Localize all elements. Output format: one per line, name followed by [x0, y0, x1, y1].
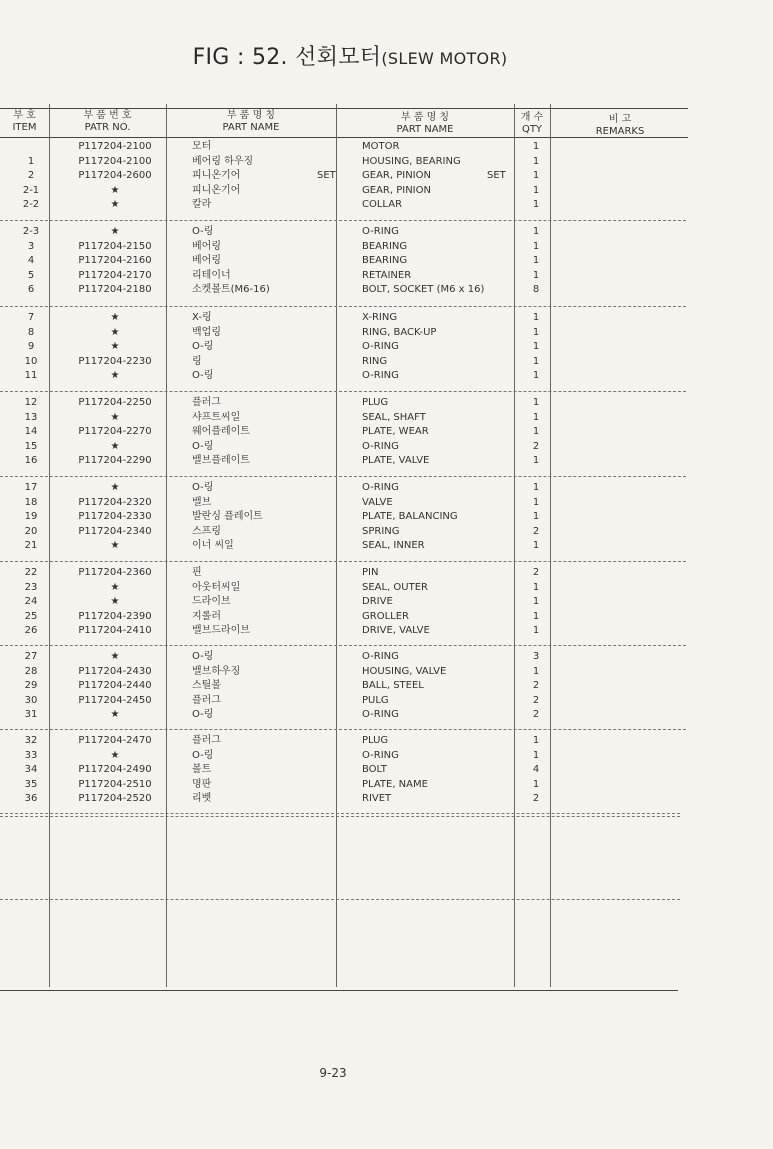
part-name-korean: O-링: [192, 709, 214, 720]
part-name-korean: 베어링: [192, 255, 221, 266]
part-name-korean: O-링: [192, 651, 214, 662]
table-row: [0, 525, 680, 540]
part-number: ★: [110, 411, 120, 423]
blank-section-rule: [0, 816, 680, 817]
quantity: 2: [532, 440, 540, 452]
table-row: [0, 665, 680, 680]
part-name-korean: 발란싱 플레이트: [192, 511, 263, 522]
part-name-english: SEAL, OUTER: [362, 581, 429, 593]
table-row: [0, 708, 680, 723]
part-number: ★: [110, 749, 120, 761]
item-number: 9: [27, 341, 35, 352]
quantity: 1: [532, 665, 540, 677]
part-name-english: PLATE, WEAR: [362, 426, 429, 437]
quantity: 1: [532, 735, 540, 746]
part-number: P117204-2100: [78, 141, 152, 152]
table-row: [0, 792, 680, 807]
table-bottom-rule: [0, 990, 678, 991]
part-name-english: SPRING: [362, 525, 400, 537]
table-row: [0, 763, 680, 778]
table-row: [0, 481, 680, 496]
quantity: 1: [532, 511, 540, 522]
table-row: [0, 734, 680, 749]
quantity: 1: [532, 170, 540, 181]
quantity: 1: [532, 610, 540, 622]
part-number: P117204-2270: [78, 426, 152, 437]
figure-number: FIG : 52.: [192, 45, 288, 70]
table-row: [0, 169, 680, 184]
part-name-korean: 아웃터씨일: [192, 581, 241, 593]
quantity: 1: [532, 482, 540, 493]
quantity: 1: [532, 625, 540, 636]
header-partno-kr: 부 품 번 호: [83, 110, 132, 121]
part-name-english: DRIVE, VALVE: [362, 625, 430, 636]
quantity: 2: [532, 793, 540, 804]
part-name-english: HOUSING, BEARING: [362, 155, 461, 167]
item-number: 4: [27, 255, 35, 266]
part-number: P117204-2520: [78, 793, 152, 804]
header-item-en: ITEM: [12, 122, 37, 133]
part-name-english: PIN: [362, 567, 379, 578]
item-number: 13: [24, 411, 38, 423]
item-number: 8: [27, 326, 35, 338]
header-qty-kr: 개 수: [520, 112, 544, 123]
part-number: P117204-2340: [78, 525, 152, 537]
part-name-korean: 플러그: [192, 694, 221, 706]
table-row: [0, 311, 680, 326]
part-name-english: SEAL, INNER: [362, 540, 425, 551]
part-number: ★: [110, 184, 120, 196]
part-number: ★: [110, 581, 120, 593]
part-name-english: RING, BACK-UP: [362, 326, 437, 338]
item-number: 7: [27, 312, 35, 323]
table-row: [0, 184, 680, 199]
table-row: [0, 595, 680, 610]
part-name-english: RING: [362, 355, 388, 367]
part-name-english: O-RING: [362, 709, 399, 720]
table-row: [0, 140, 680, 155]
table-row: [0, 326, 680, 341]
header-remarks-en: REMARKS: [595, 126, 645, 137]
item-number: 2-3: [22, 226, 40, 237]
item-number: 33: [24, 749, 38, 761]
part-name-english: BEARING: [362, 255, 408, 266]
part-name-korean: 피니온기어: [192, 170, 241, 181]
header-part-name-kr: [166, 110, 336, 134]
part-name-english: O-RING: [362, 749, 399, 761]
part-name-english: DRIVE: [362, 596, 393, 607]
quantity: 1: [532, 226, 540, 237]
part-name-english: O-RING: [362, 440, 399, 452]
group-separator: [0, 306, 686, 307]
quantity: 1: [532, 355, 540, 367]
item-number: 19: [24, 511, 38, 522]
item-number: 28: [24, 665, 38, 677]
part-number: P117204-2330: [78, 511, 152, 522]
item-number: 2: [27, 170, 35, 181]
quantity: 2: [532, 709, 540, 720]
item-number: 22: [24, 567, 38, 578]
part-number: ★: [110, 651, 120, 662]
part-number: ★: [110, 709, 120, 720]
part-name-english: X-RING: [362, 312, 398, 323]
table-row: [0, 778, 680, 793]
part-name-english: SEAL, SHAFT: [362, 411, 426, 423]
part-name-english: O-RING: [362, 482, 399, 493]
table-row: [0, 440, 680, 455]
part-name-english: O-RING: [362, 370, 399, 381]
table-row: [0, 650, 680, 665]
header-name-kr: 부 품 명 칭: [226, 110, 276, 121]
item-number: 21: [24, 540, 38, 551]
item-number: 11: [24, 370, 38, 381]
part-name-korean: 명판: [192, 778, 212, 790]
table-row: [0, 694, 680, 709]
quantity: 1: [532, 411, 540, 423]
item-number: 15: [24, 440, 38, 452]
item-number: 27: [24, 651, 38, 662]
table-row: [0, 155, 680, 170]
quantity: 2: [532, 525, 540, 537]
quantity: 1: [532, 312, 540, 323]
table-row: [0, 269, 680, 284]
part-number: P117204-2490: [78, 764, 152, 775]
part-name-korean: 백업링: [192, 326, 221, 338]
item-number: 2-2: [22, 199, 40, 210]
part-name-korean: 스틸볼: [192, 680, 221, 691]
blank-section-rule: [0, 899, 680, 900]
part-name-english: COLLAR: [362, 199, 403, 210]
table-row: [0, 624, 680, 639]
part-name-english: BEARING: [362, 240, 408, 252]
item-number: 5: [27, 269, 35, 281]
part-number: ★: [110, 341, 120, 352]
quantity: 1: [532, 141, 540, 152]
part-name-korean: 링: [192, 355, 202, 367]
part-number: ★: [110, 312, 120, 323]
part-name-korean: 이너 씨일: [192, 540, 234, 551]
part-name-english: PLATE, VALVE: [362, 455, 430, 466]
part-name-korean: 플러그: [192, 735, 221, 746]
table-row: [0, 510, 680, 525]
set-label-english: SET: [487, 170, 506, 181]
table-row: [0, 369, 680, 384]
part-number: ★: [110, 482, 120, 493]
item-number: 25: [24, 610, 38, 622]
group-separator: [0, 561, 686, 562]
header-item-kr: 부 호: [13, 110, 36, 121]
part-name-korean: X-링: [192, 312, 212, 323]
part-name-english: O-RING: [362, 341, 399, 352]
part-name-korean: 밸브드라이브: [192, 625, 250, 636]
part-number: P117204-2450: [78, 694, 152, 706]
part-name-korean: 베어링 하우징: [192, 155, 254, 167]
item-number: 6: [27, 284, 35, 295]
item-number: 1: [27, 155, 35, 167]
part-name-korean: 밸브플레이트: [192, 455, 250, 466]
group-separator: [0, 220, 686, 221]
quantity: 1: [532, 496, 540, 508]
header-partno-en: PATR NO.: [84, 122, 131, 133]
part-name-korean: O-링: [192, 749, 214, 761]
part-number: ★: [110, 370, 120, 381]
table-row: [0, 198, 680, 213]
part-name-korean: 리벳: [192, 793, 212, 804]
part-name-english: GROLLER: [362, 610, 409, 622]
quantity: 1: [532, 596, 540, 607]
group-separator: [0, 729, 686, 730]
part-name-english: GEAR, PINION: [362, 170, 431, 181]
quantity: 1: [532, 184, 540, 196]
part-name-english: GEAR, PINION: [362, 184, 431, 196]
title-english: (SLEW MOTOR): [381, 49, 508, 68]
part-name-korean: O-링: [192, 482, 214, 493]
quantity: 1: [532, 269, 540, 281]
header-item: [0, 110, 49, 134]
table-row: [0, 496, 680, 511]
group-separator: [0, 476, 686, 477]
part-number: P117204-2230: [78, 355, 152, 367]
item-number: 23: [24, 581, 38, 593]
set-label-korean: SET: [317, 170, 336, 181]
part-number: ★: [110, 199, 120, 210]
part-name-korean: O-링: [192, 440, 214, 452]
part-number: P117204-2470: [78, 735, 152, 746]
part-number: P117204-2150: [78, 240, 152, 252]
part-name-english: RETAINER: [362, 269, 412, 281]
table-row: [0, 355, 680, 370]
item-number: 14: [24, 426, 38, 437]
item-number: 16: [24, 455, 38, 466]
part-name-korean: O-링: [192, 226, 214, 237]
part-name-english: BOLT: [362, 764, 387, 775]
quantity: 1: [532, 326, 540, 338]
table-row: [0, 679, 680, 694]
part-name-korean: 모터: [192, 141, 212, 152]
item-number: 17: [24, 482, 38, 493]
item-number: 36: [24, 793, 38, 804]
table-row: [0, 749, 680, 764]
table-row: [0, 240, 680, 255]
part-number: P117204-2290: [78, 455, 152, 466]
part-name-korean: 웨어플레이트: [192, 426, 250, 437]
quantity: 2: [532, 680, 540, 691]
quantity: 1: [532, 341, 540, 352]
part-name-english: VALVE: [362, 496, 393, 508]
part-name-english: BOLT, SOCKET (M6 x 16): [362, 284, 485, 295]
header-qty: [514, 112, 550, 136]
part-name-english: HOUSING, VALVE: [362, 665, 447, 677]
quantity: 1: [532, 199, 540, 210]
part-name-korean: 드라이브: [192, 596, 231, 607]
part-name-korean: 볼트: [192, 764, 212, 775]
table-row: [0, 539, 680, 554]
part-number: ★: [110, 440, 120, 452]
group-separator: [0, 391, 686, 392]
item-number: 30: [24, 694, 38, 706]
table-row: [0, 610, 680, 625]
part-name-korean: 핀: [192, 567, 202, 578]
part-name-english: O-RING: [362, 226, 399, 237]
part-name-korean: 밸브하우징: [192, 665, 241, 677]
table-row: [0, 225, 680, 240]
item-number: 20: [24, 525, 38, 537]
table-row: [0, 454, 680, 469]
header-name-en: PART NAME: [222, 122, 280, 133]
table-row: [0, 283, 680, 298]
quantity: 1: [532, 255, 540, 266]
part-number: P117204-2170: [78, 269, 152, 281]
part-name-english: RIVET: [362, 793, 392, 804]
part-number: P117204-2100: [78, 155, 152, 167]
item-number: 2-1: [22, 184, 40, 196]
part-name-korean: O-링: [192, 341, 214, 352]
part-name-english: PLATE, BALANCING: [362, 511, 458, 522]
part-number: P117204-2180: [78, 284, 152, 295]
quantity: 3: [532, 651, 540, 662]
title-korean: 선회모터: [295, 45, 382, 70]
part-name-korean: 지롤러: [192, 610, 221, 622]
part-number: ★: [110, 596, 120, 607]
header-part-name-en: [336, 112, 514, 136]
part-name-korean: 베어링: [192, 240, 221, 252]
part-name-korean: O-링: [192, 370, 214, 381]
table-top-rule: [0, 108, 688, 109]
item-number: 18: [24, 496, 38, 508]
part-name-korean: 피니온기어: [192, 184, 241, 196]
quantity: 1: [532, 455, 540, 466]
part-number: P117204-2250: [78, 397, 152, 408]
header-remarks: [550, 114, 690, 138]
part-number: P117204-2440: [78, 680, 152, 691]
part-number: P117204-2600: [78, 170, 152, 181]
quantity: 1: [532, 397, 540, 408]
part-name-korean: 리테이너: [192, 269, 231, 281]
quantity: 1: [532, 581, 540, 593]
part-name-english: PULG: [362, 694, 389, 706]
table-row: [0, 396, 680, 411]
part-name-korean: 소켓볼트(M6-16): [192, 284, 270, 295]
table-row: [0, 411, 680, 426]
part-number: P117204-2160: [78, 255, 152, 266]
item-number: 31: [24, 709, 38, 720]
item-number: 24: [24, 596, 38, 607]
quantity: 1: [532, 240, 540, 252]
group-separator: [0, 645, 686, 646]
part-name-english: O-RING: [362, 651, 399, 662]
item-number: 12: [24, 397, 38, 408]
quantity: 1: [532, 749, 540, 761]
quantity: 1: [532, 370, 540, 381]
part-name-korean: 플러그: [192, 397, 221, 408]
part-number: P117204-2320: [78, 496, 152, 508]
quantity: 1: [532, 778, 540, 790]
item-number: 29: [24, 680, 38, 691]
quantity: 1: [532, 155, 540, 167]
header-part-no: [49, 110, 166, 134]
part-name-korean: 칼라: [192, 199, 212, 210]
part-number: P117204-2510: [78, 778, 152, 790]
item-number: 26: [24, 625, 38, 636]
part-name-korean: 샤프트씨일: [192, 411, 241, 423]
part-number: P117204-2390: [78, 610, 152, 622]
header-name2-en: PART NAME: [396, 124, 454, 135]
part-name-english: PLUG: [362, 397, 389, 408]
table-row: [0, 566, 680, 581]
part-name-english: PLATE, NAME: [362, 778, 428, 790]
quantity: 1: [532, 426, 540, 437]
part-number: ★: [110, 540, 120, 551]
part-name-korean: 밸브: [192, 496, 212, 508]
part-name-english: PLUG: [362, 735, 389, 746]
item-number: 35: [24, 778, 38, 790]
part-number: P117204-2430: [78, 665, 152, 677]
part-number: P117204-2360: [78, 567, 152, 578]
item-number: 3: [27, 240, 35, 252]
part-name-english: BALL, STEEL: [362, 680, 424, 691]
header-qty-en: QTY: [521, 124, 543, 135]
table-row: [0, 581, 680, 596]
quantity: 2: [532, 567, 540, 578]
page-number: 9-23: [319, 1066, 347, 1080]
part-name-english: MOTOR: [362, 141, 400, 152]
part-number: ★: [110, 226, 120, 237]
header-remarks-kr: 비 고: [608, 114, 632, 125]
table-row: [0, 340, 680, 355]
part-number: P117204-2410: [78, 625, 152, 636]
quantity: 4: [532, 764, 540, 775]
quantity: 8: [532, 284, 540, 295]
item-number: 10: [24, 355, 38, 367]
header-name2-kr: 부 품 명 칭: [400, 112, 450, 123]
table-row: [0, 254, 680, 269]
quantity: 2: [532, 694, 540, 706]
item-number: 34: [24, 764, 38, 775]
group-separator: [0, 813, 680, 814]
part-number: ★: [110, 326, 120, 338]
part-name-korean: 스프링: [192, 525, 221, 537]
table-row: [0, 425, 680, 440]
quantity: 1: [532, 540, 540, 551]
item-number: 32: [24, 735, 38, 746]
page-title: [0, 40, 700, 71]
